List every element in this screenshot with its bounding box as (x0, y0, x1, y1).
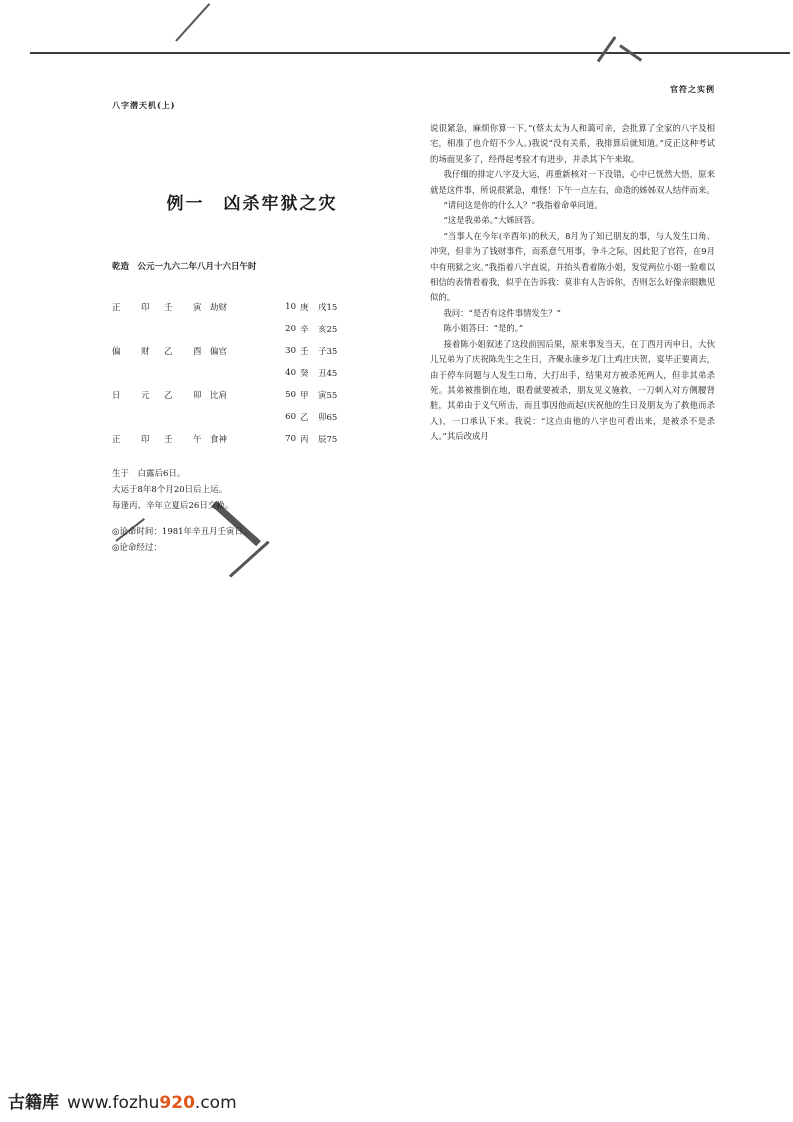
pillar-god: 食神 (210, 435, 228, 445)
birth-line: 乾造 公元一九六二年八月十六日午时 (112, 262, 257, 272)
luck-branch: 亥25 (318, 325, 338, 335)
luck-age: 70 (285, 434, 296, 444)
pillar-god: 比肩 (210, 391, 228, 401)
pillar-label: 正 印 (112, 435, 156, 445)
note-line: 大运于8年8个月20日后上运。 (112, 485, 228, 495)
paragraph: “这是我弟弟。”大姊回答。 (443, 215, 540, 226)
reading-section (112, 524, 392, 556)
paragraph: 接着陈小姐叙述了这段前因后果，原来事发当天，在丁酉月丙申日，大伙儿兄弟为了庆祝陈先生之生日，齐聚永康乡龙门土鸡庄庆贺，宴毕正要离去，由于停车问题与人发生口角，大打出手，结果对方被杀死两人，但非其弟杀死。其弟被推倒在地，眼看就要被杀，朋友见义施救，一刀刺入对方侧腰肾脏，其弟由于义气所击，而且事因他而起(庆祝他的生日及朋友为了救他而杀人)，一口承认下来。我说：“这点由他的八字也可看出来，是被杀不是杀人。”其后改成月 (430, 338, 715, 442)
luck-age: 30 (285, 346, 296, 356)
luck-stem: 乙 (300, 413, 309, 423)
paragraph: 说很紧急，麻烦你算一下。”(蔡太太为人和蔼可亲，会批算了全家的八字及相宅，相准了也介绍不少人。)我说“没有关系，我排算后就知道。”反正这种考试的场面见多了，经得起考验才有进步，并杀其下午来取。 (430, 123, 715, 164)
pillar-stem: 乙 卯 (164, 391, 208, 401)
reading-process-line: ◎论命经过： (112, 543, 162, 553)
paragraph: “当事人在今年(辛酉年)的秋天，8月为了知已朋友的事，与人发生口角、冲突，但非为了钱财事件，而系意气用事，争斗之际，因此犯了官符，在9月中有刑狱之灾。”我指着八字直说，并抬头看着陈小姐，发觉两位小姐一脸难以相信的表情看着我，似乎在告诉我：莫非有人告诉你，否则怎么好像亲眼瞧见似的。 (430, 230, 715, 303)
luck-stem: 壬 (300, 347, 309, 357)
luck-branch: 寅55 (318, 391, 338, 401)
right-page (430, 84, 715, 445)
pillar-stem: 壬 午 (164, 435, 208, 445)
scan-streak-mark (175, 3, 210, 41)
chapter-title: 例一 凶杀牢狱之灾 (166, 194, 338, 214)
pillar-row (112, 406, 392, 428)
luck-branch: 丑45 (318, 369, 338, 379)
luck-branch: 卯65 (318, 413, 338, 423)
luck-branch: 子35 (318, 347, 338, 357)
reading-time-line: ◎论命时间：1981年辛丑月壬寅日。 (112, 527, 252, 537)
luck-stem: 辛 (300, 325, 309, 335)
luck-stem: 甲 (300, 391, 309, 401)
pillar-table (112, 296, 392, 450)
footer-url-accent: 920 (159, 1093, 195, 1113)
luck-stem: 丙 (300, 435, 309, 445)
pillar-label: 偏 财 (112, 347, 156, 357)
paragraph: “请问这是你的什么人？”我指着命单问道。 (443, 200, 603, 211)
luck-age: 20 (285, 324, 296, 334)
luck-stem: 庚 (300, 303, 309, 313)
footer-url-base: www.fozhu (67, 1093, 160, 1113)
luck-branch: 辰75 (318, 435, 338, 445)
running-head-left: 八字潜天机(上) (112, 100, 176, 110)
pillar-row (112, 384, 392, 406)
footer-brand: 古籍库 (8, 1093, 59, 1113)
scan-top-rule (30, 52, 790, 54)
site-footer (8, 1088, 237, 1113)
pillar-row (112, 362, 392, 384)
pillar-row (112, 340, 392, 362)
pillar-stem: 乙 酉 (164, 347, 208, 357)
footer-url-tail: .com (194, 1093, 237, 1113)
luck-age: 40 (285, 368, 296, 378)
pillar-stem: 壬 寅 (164, 303, 208, 313)
note-line: 生于 白露后6日。 (112, 469, 186, 479)
luck-age: 10 (285, 302, 296, 312)
luck-branch: 戌15 (318, 303, 338, 313)
left-page (112, 100, 392, 556)
luck-stem: 癸 (300, 369, 309, 379)
running-head-right: 官符之实例 (670, 84, 715, 94)
pillar-row (112, 296, 392, 318)
scan-streak-mark (597, 36, 617, 62)
pillar-god: 劫财 (210, 303, 228, 313)
note-line: 每逢丙、辛年立夏后26日交换。 (112, 501, 234, 511)
birth-notes (112, 466, 392, 514)
pillar-label: 正 印 (112, 303, 156, 313)
pillar-row (112, 318, 392, 340)
paragraph: 我仔细的排定八字及大运，再重新核对一下没错，心中已恍然大悟，原来就是这件事，所说很紧急，难怪！下午一点左右，命造的姊姊双人结伴而来。 (430, 169, 715, 195)
pillar-label: 日 元 (112, 391, 156, 401)
paragraph: 我问：“是否有这件事情发生？” (443, 307, 561, 318)
paragraph: 陈小姐答曰：“是的。” (443, 323, 524, 334)
body-text (430, 121, 715, 445)
luck-age: 50 (285, 390, 296, 400)
pillar-god: 偏官 (210, 347, 228, 357)
pillar-row (112, 428, 392, 450)
luck-age: 60 (285, 412, 296, 422)
